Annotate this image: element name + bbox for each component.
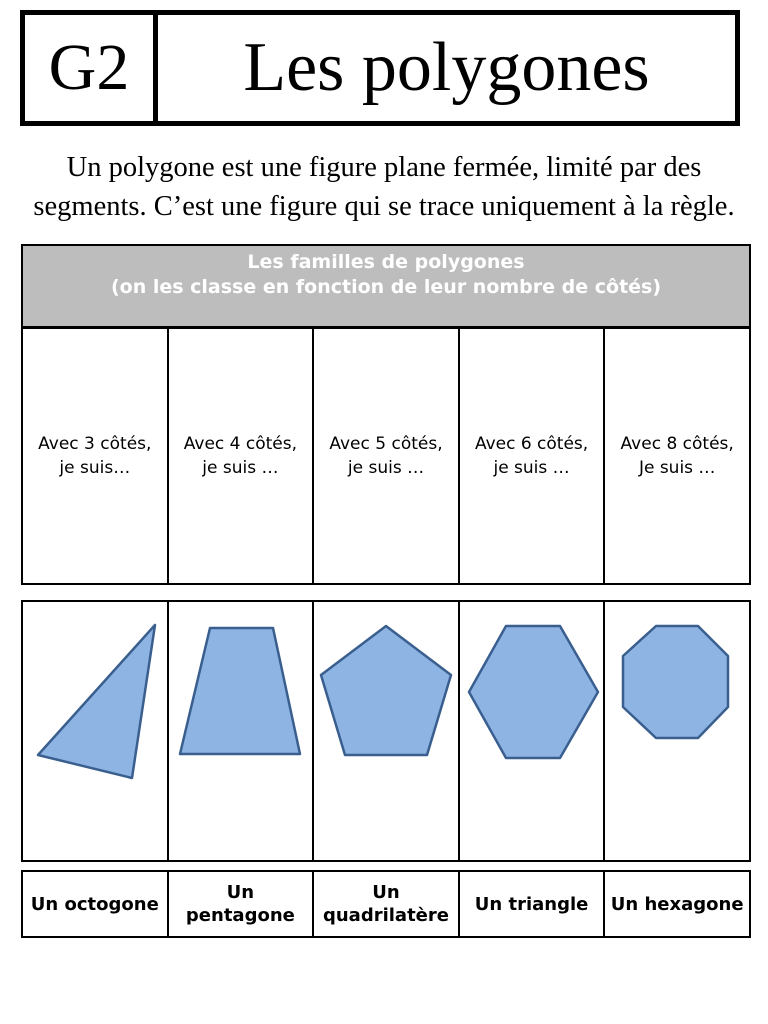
page-title: Les polygones xyxy=(243,29,650,106)
name-cell xyxy=(23,872,169,936)
family-cell-prompt: Je suis … xyxy=(638,458,716,478)
name-cell xyxy=(314,872,460,936)
name-cell-line1: Un xyxy=(372,882,400,903)
family-cell-8 xyxy=(604,328,750,585)
family-cell-prompt: je suis … xyxy=(347,458,425,478)
hexagon-polygon xyxy=(469,626,598,758)
shape-cell xyxy=(460,602,606,860)
family-cell-prompt: je suis… xyxy=(59,458,131,478)
title-box xyxy=(20,10,740,126)
hexagon-shape xyxy=(460,602,605,860)
name-cell-line1: Un xyxy=(226,882,255,903)
family-cell-prompt: je suis … xyxy=(202,458,279,478)
pentagon-polygon xyxy=(321,626,451,755)
family-cell-prompt: je suis … xyxy=(493,458,570,478)
lesson-code: G2 xyxy=(25,15,158,121)
shapes-row xyxy=(21,600,751,862)
families-table xyxy=(21,244,751,585)
families-heading-title: Les familles de polygones xyxy=(247,251,525,273)
family-cell-4 xyxy=(168,328,314,585)
triangle-polygon xyxy=(38,625,155,778)
name-cell-line2: quadrilatère xyxy=(322,905,449,926)
family-cell-label: Avec 3 côtés, xyxy=(38,434,152,454)
trapezoid-polygon xyxy=(180,628,300,754)
family-cell-label: Avec 4 côtés, xyxy=(183,434,298,454)
name-cell-line2: pentagone xyxy=(185,905,295,926)
families-heading-subtitle: (on les classe en fonction de leur nombre de côtés) xyxy=(110,276,662,298)
octagon-shape xyxy=(605,602,750,860)
shape-cell xyxy=(23,602,169,860)
shape-cell xyxy=(314,602,460,860)
family-cell-label: Avec 8 côtés, xyxy=(620,434,734,454)
shape-cell xyxy=(605,602,749,860)
pentagon-shape xyxy=(314,602,459,860)
names-row xyxy=(21,870,751,938)
definition-text: Un polygone est une figure plane fermée, limité par des segments. C’est une figure qui se trace uniquement à la règle. xyxy=(33,152,735,222)
family-cell-label: Avec 6 côtés, xyxy=(474,434,589,454)
name-cell xyxy=(460,872,606,936)
triangle-shape xyxy=(23,602,168,860)
family-cell-6 xyxy=(459,328,605,585)
trapezoid-shape xyxy=(169,602,314,860)
family-cell-label: Avec 5 côtés, xyxy=(329,434,443,454)
name-cell xyxy=(605,872,749,936)
octagon-polygon xyxy=(623,626,728,738)
name-cell-line1: Un hexagone xyxy=(610,893,744,915)
family-cell-5 xyxy=(313,328,459,585)
family-cell-3 xyxy=(22,328,168,585)
name-cell-line1: Un octogone xyxy=(30,893,159,915)
name-cell xyxy=(169,872,315,936)
families-heading xyxy=(22,245,750,328)
shape-cell xyxy=(169,602,315,860)
name-cell-line1: Un triangle xyxy=(474,893,589,915)
